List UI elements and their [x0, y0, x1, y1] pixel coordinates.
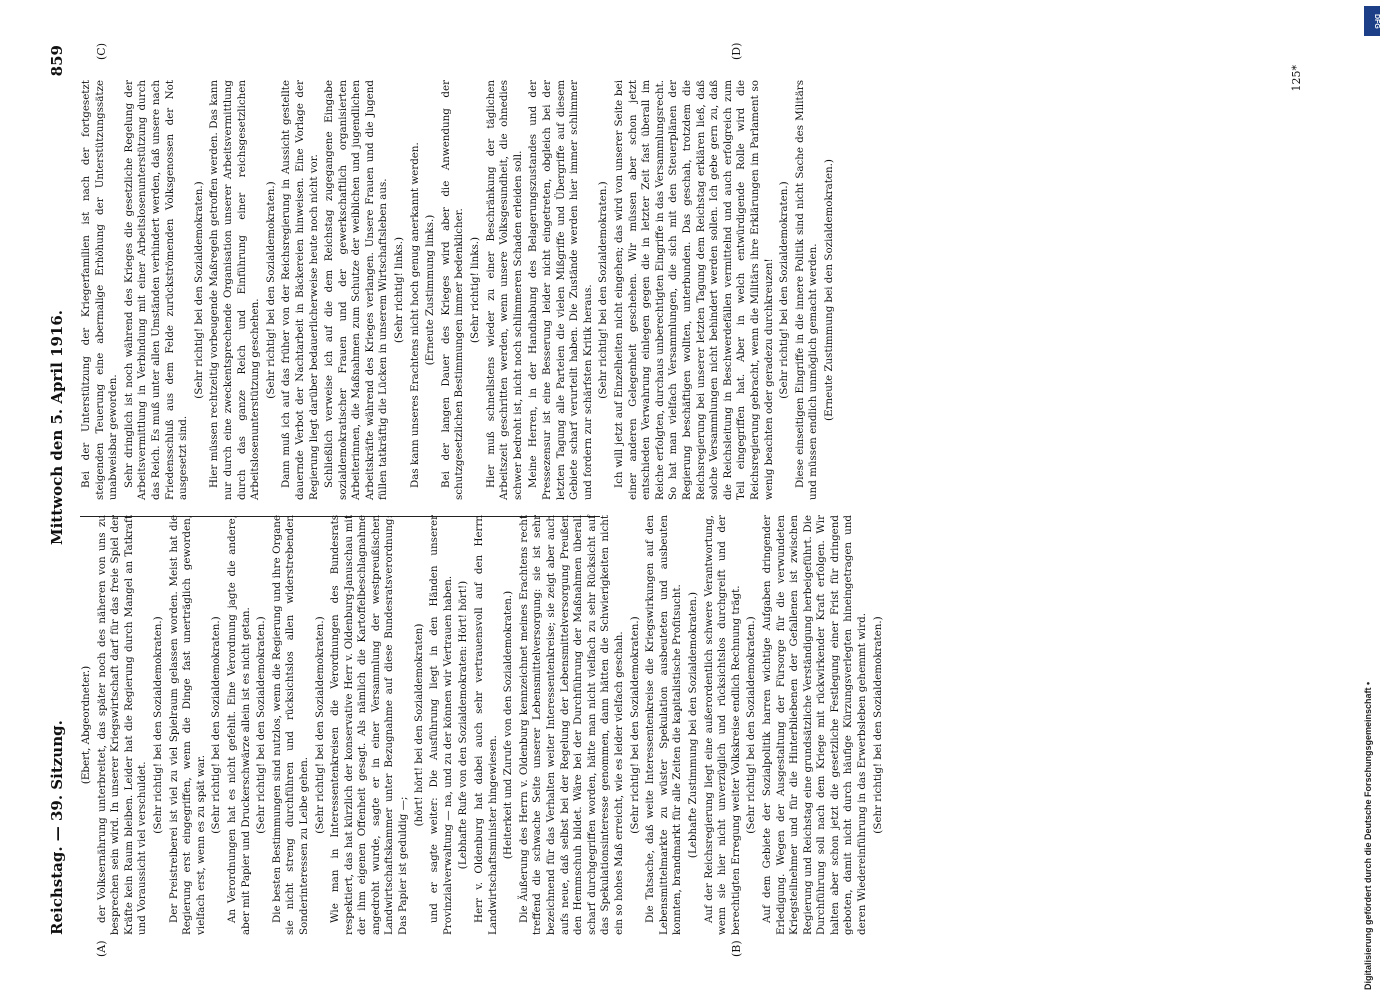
- paragraph: (Sehr richtig! bei den Sozialdemokraten.): [210, 616, 223, 834]
- marker-d: (D): [730, 42, 743, 60]
- paragraph: (Sehr richtig! links.): [469, 236, 482, 344]
- page-header: [40, 25, 74, 975]
- paragraph: der Volksernährung unterbreitet, das später noch des näheren von uns zu besprechen sein wird. In unserer Kriegswirtschaft darf für das freie Spiel der Kräfte kein Raum bleiben. Leider hat die Regierung durch Mangel an Tatkraft und Voraussicht viel verschuldet.: [95, 515, 149, 935]
- sidebar-credit: Digitalisierung gefördert durch die Deutsche Forschungsgemeinschaft •: [1363, 681, 1373, 990]
- signature-mark: 125*: [1290, 65, 1303, 92]
- paragraph: Auf dem Gebiete der Sozialpolitik harren wichtige Aufgaben dringender Erledigung. Wegen der Ausgestaltung der Fürsorge für die verwundeten Kriegsteilnehmer und für die Hinterbliebenen der Gefallenen ist zwischen Regierung und Reichstag eine grundsätzliche Verständigung herbeigeführt. Die Durchführung soll nach dem Kriege mit rückwirkender Kraft erfolgen. Wir halten aber schon jetzt die gesetzliche Festlegung einer Frist für dringend geboten, damit nicht durch häufige Kürzungsverlegten hineingetragen und deren Wiedereinführung in das Erwerbsleben gehemmt wird.: [760, 515, 869, 935]
- paragraph: (Sehr richtig! bei den Sozialdemokraten.): [264, 181, 277, 399]
- paragraph: Die Tatsache, daß weite Interessentenkreise die Kriegswirkungen auf den Lebensmittelmarkte zu wüster Spekulation ausbeuteten und ausbeuten konnten, brandmarkt für alle Zeiten die kapitalistische Profitsucht.: [644, 515, 684, 935]
- paragraph: Ich will jetzt auf Einzelheiten nicht eingehen; das wird von unserer Seite bei einer anderen Gelegenheit geschehen. Wir müssen aber schon jetzt entschieden Verwahrung einlegen gegen die in letzter Zeit fast überall im Reiche erfolgten, durchaus unberechtigten Eingriffe in das Versammlungsrecht. So hat man vielfach Versammlungen, die sich mit den Steuerplänen der Regierung beschäftigen wollten, unterbunden. Das geschah, trotzdem die Reichsregierung bei unserer letzten Tagung dem Reichstag erklären ließ, daß solche Versammlungen nicht behindert werden sollen. Ich gebe gern zu, daß die Reichsleitung in Beschwerdefällen vermittelnd und auch erfolgreich zum Teil eingegriffen hat. Aber in welch entwürdigende Rolle wird die Reichsregierung gebracht, wenn die Militärs ihre Erklärungen im Parlament so wenig beachten oder geradezu durchkreuzen!: [612, 80, 775, 500]
- paragraph: Dann muß ich auf das früher von der Reichsregierung in Aussicht gestellte dauernde Verbot der Nachtarbeit in Bäckereien hinweisen. Eine Vorlage der Regierung liegt darüber bedauerlicherweise heute noch nicht vor.: [280, 80, 320, 500]
- paragraph: Hier muß schnellstens wieder zu einer Beschränkung der täglichen Arbeitszeit geschritten werden, wenn unsere Volksgesundheit, die ohnedies schwer bedroht ist, nicht noch schlimmeren Schaden erleiden soll.: [484, 80, 524, 500]
- marker-b: (B): [730, 940, 743, 957]
- paragraph: (Sehr richtig! bei den Sozialdemokraten.): [628, 616, 641, 834]
- rotated-content: [40, 25, 1340, 975]
- paragraph: (Erneute Zustimmung links.): [424, 214, 437, 366]
- paragraph: Meine Herren, in der Handhabung des Belagerungszustandes und der Pressezensur ist eine Besserung leider nicht eingetreten, obgleich bei der letzten Tagung alle Parteien die vielen Mißgriffe und Übergriffe auf diesem Gebiete scharf verurteilt haben. Die Zustände werden hier immer schlimmer und fordern zur schärfsten Kritik heraus.: [527, 80, 594, 500]
- paragraph: Schließlich verweise ich auf die dem Reichstag zugegangene Eingabe sozialdemokratischer Frauen und der gewerkschaftlich organisierten Arbeiterinnen, die Maßnahmen zum Schutze der weiblichen und jugendlichen Arbeitskräfte während des Krieges verlangen. Unsere Frauen und die Jugend füllen tatkräftig die Lücken in unserem Wirtschaftsleben aus.: [323, 80, 390, 500]
- dfg-sidebar: [1361, 0, 1383, 1000]
- paragraph: (Sehr richtig! bei den Sozialdemokraten.): [151, 616, 164, 834]
- paragraph: Diese einseitigen Eingriffe in die innere Politik sind nicht Sache des Militärs und müssen endlich unmöglich gemacht werden.: [793, 80, 820, 500]
- right-column: [80, 80, 838, 500]
- paragraph: (Sehr richtig! bei den Sozialdemokraten.): [597, 181, 610, 399]
- paragraph: Hier müssen rechtzeitig vorbeugende Maßregeln getroffen werden. Das kann nur durch eine zweckentsprechende Organisation unserer Arbeitsvermittlung durch das ganze Reich und Einführung einer reichsgesetzlichen Arbeitslosenunterstützung geschehen.: [208, 80, 262, 500]
- paragraph: (hört! hört! bei den Sozialdemokraten): [412, 623, 425, 827]
- paragraph: (Sehr richtig! bei den Sozialdemokraten.): [871, 616, 884, 834]
- paragraph: (Sehr richtig! links.): [393, 236, 406, 344]
- dfg-logo: DFG: [1364, 6, 1380, 36]
- paragraph: (Sehr richtig! bei den Sozialdemokraten.): [745, 616, 758, 834]
- left-column: [80, 515, 887, 935]
- paragraph: Bei der Unterstützung der Kriegerfamilien ist nach der fortgesetzt steigenden Teuerung eine abermalige Erhöhung der Unterstützungssätze unabweisbar geworden.: [80, 80, 120, 500]
- page-number: 859: [48, 45, 66, 77]
- paragraph: (Sehr richtig! bei den Sozialdemokraten.): [313, 616, 326, 834]
- paragraph: Herr v. Oldenburg hat dabei auch sehr vertrauensvoll auf den Herrn Landwirtschaftsminister hingewiesen.: [473, 515, 499, 935]
- paragraph: (Heiterkeit und Zurufe von den Sozialdemokraten.): [502, 590, 515, 860]
- paragraph: (Lebhafte Rufe von den Sozialdemokraten: Hört! hört!): [457, 580, 470, 870]
- header-left: Reichstag. — 39. Sitzung.: [48, 720, 66, 935]
- paragraph: (Sehr richtig! bei den Sozialdemokraten.): [778, 181, 791, 399]
- paragraph: (Sehr richtig! bei den Sozialdemokraten.): [255, 616, 268, 834]
- paragraph: Auf der Reichsregierung liegt eine außerordentlich schwere Verantwortung, wenn sie hier nicht unverzüglich und rücksichtslos durchgreift und der berechtigten Erregung weiter Volkskreise endlich Rechnung trägt.: [702, 515, 742, 935]
- paragraph: Die Äußerung des Herrn v. Oldenburg kennzeichnet meines Erachtens recht treffend die schwache Seite unserer Lebensmittelversorgung: sie ist sehr bezeichnend für das Verhalten weiter Interessentenkreise; sie zeigt aber auch aufs neue, daß selbst bei der Regelung der Lebensmittelversorgung Preußen den Hemmschuh bildet. Wäre bei der Durchführung der Maßnahmen überall scharf durchgegriffen worden, hätte man nicht vielfach zu sehr Rücksicht auf das Spekulationsinteresse genommen, dann hätten die Schwierigkeiten nicht ein so hohes Maß erreicht, wie es leider vielfach geschah.: [517, 515, 625, 935]
- paragraph: An Verordnungen hat es nicht gefehlt. Eine Verordnung jagte die andere, aber mit Papier und Druckerschwärze allein ist es nicht getan.: [225, 515, 252, 935]
- header-center: Mittwoch den 5. April 1916.: [48, 310, 66, 545]
- paragraph: Bei der langen Dauer des Krieges wird aber die Anwendung der schutzgesetzlichen Bestimmungen immer bedenklicher.: [439, 80, 466, 500]
- paragraph: (Lebhafte Zustimmung bei den Sozialdemokraten.): [686, 591, 699, 859]
- marker-c: (C): [95, 43, 108, 60]
- paragraph: Wie man in Interessentenkreisen die Verordnungen des Bundesrats respektiert, das hat kürzlich der konservative Herr v. Oldenburg-Januschau mit der ihm eigenen Offenheit gesagt. Als nämlich die Kartoffelbeschlagnahme angedroht wurde, sagte er in einer Versammlung der westpreußischen Landwirtschaftskammer unter Bezugnahme auf diese Bundesratsverordnung: Das Papier ist geduldig —;: [329, 515, 410, 935]
- paragraph: und er sagte weiter: Die Ausführung liegt in den Händen unserer Provinzialverwaltung — na, und zu der können wir Vertrauen haben.: [428, 515, 454, 935]
- paragraph: (Erneute Zustimmung bei den Sozialdemokraten.): [822, 159, 835, 421]
- paragraph: Sehr dringlich ist noch während des Krieges die gesetzliche Regelung der Arbeitsvermittlung in Verbindung mit einer Arbeitslosenunterstützung durch das Reich. Es muß unter allen Umständen verhindert werden, daß unsere nach Friedensschluß aus dem Felde zurückströmenden Volksgenossen der Not ausgesetzt sind.: [122, 80, 190, 500]
- paragraph: Das kann unseres Erachtens nicht hoch genug anerkannt werden.: [408, 142, 421, 488]
- marker-a: (A): [95, 940, 108, 957]
- paragraph: Der Preistreiberei ist viel zu viel Spielraum gelassen worden. Meist hat die Regierung erst eingegriffen, wenn die Dinge fast unerträglich geworden, vielfach erst, wenn es zu spät war.: [167, 515, 207, 935]
- paragraph: Die besten Bestimmungen sind nutzlos, wenn die Regierung und ihre Organe sie nicht streng durchführen und rücksichtslos allen widerstrebenden Sonderinteressen zu Leibe gehen.: [270, 515, 310, 935]
- paragraph: (Ebert, Abgeordneter.): [80, 665, 92, 785]
- paragraph: (Sehr richtig! bei den Sozialdemokraten.): [192, 181, 205, 399]
